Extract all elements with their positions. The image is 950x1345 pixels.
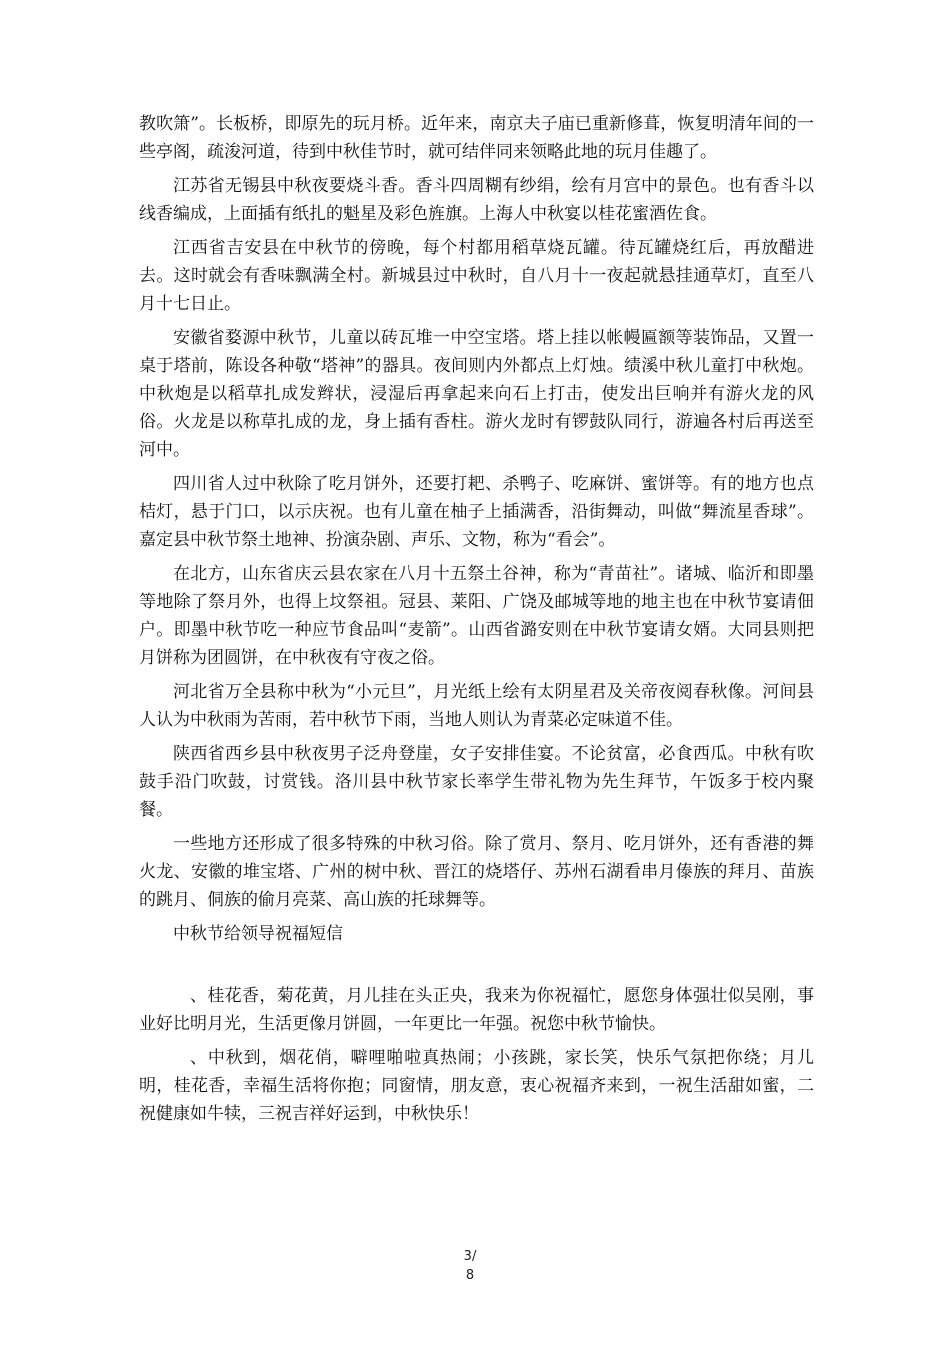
- blessing-message-1: 、桂花香，菊花黄，月儿挂在头正央，我来为你祝福忙，愿您身体强壮似吴刚，事业好比明月光，生活更像月饼圆，一年更比一年强。祝您中秋节愉快。: [139, 986, 814, 1034]
- paragraph-special-customs: 一些地方还形成了很多特殊的中秋习俗。除了赏月、祭月、吃月饼外，还有香港的舞火龙、安徽的堆宝塔、广州的树中秋、晋江的烧塔仔、苏州石湖看串月傣族的拜月、苗族的跳月、侗族的偷月亮菜、高山族的托球舞等。: [139, 834, 814, 910]
- paragraph-anhui: 安徽省婺源中秋节，儿童以砖瓦堆一中空宝塔。塔上挂以帐幔匾额等装饰品，又置一桌于塔前，陈设各种敬“塔神”的器具。夜间则内外都点上灯烛。绩溪中秋儿童打中秋炮。中秋炮是以稻草扎成发辫状，浸湿后再拿起来向石上打击，使发出巨响并有游火龙的风俗。火龙是以称草扎成的龙，身上插有香柱。游火龙时有锣鼓队同行，游遍各村后再送至河中。: [139, 328, 814, 460]
- paragraph-hebei: 河北省万全县称中秋为“小元旦”，月光纸上绘有太阴星君及关帝夜阅春秋像。河间县人认为中秋雨为苦雨，若中秋节下雨，当地人则认为青菜必定味道不佳。: [139, 682, 814, 730]
- paragraph-jiangxi: 江西省吉安县在中秋节的傍晚，每个村都用稻草烧瓦罐。待瓦罐烧红后，再放醋进去。这时就会有香味飘满全村。新城县过中秋时，自八月十一夜起就悬挂通草灯，直至八月十七日止。: [139, 238, 814, 314]
- paragraph-shaanxi: 陕西省西乡县中秋夜男子泛舟登崖，女子安排佳宴。不论贫富，必食西瓜。中秋有吹鼓手沿门吹鼓，讨赏钱。洛川县中秋节家长率学生带礼物为先生拜节，午饭多于校内聚餐。: [139, 744, 814, 820]
- page-number-current: 3/: [463, 1249, 477, 1264]
- blessing-message-2: 、中秋到，烟花俏，噼哩啪啦真热闹；小孩跳，家长笑，快乐气氛把你绕；月儿明，桂花香，幸福生活将你抱；同窗情，朋友意，衷心祝福齐来到，一祝生活甜如蜜，二祝健康如牛犊，三祝吉祥好运到，中秋快乐！: [139, 1048, 814, 1124]
- page-number: [440, 1247, 500, 1285]
- paragraph-sichuan: 四川省人过中秋除了吃月饼外，还要打耙、杀鸭子、吃麻饼、蜜饼等。有的地方也点桔灯，悬于门口，以示庆祝。也有儿童在柚子上插满香，沿街舞动，叫做“舞流星香球”。嘉定县中秋节祭土地神、扮演杂剧、声乐、文物，称为“看会”。: [139, 474, 814, 550]
- page-number-total: 8: [465, 1268, 475, 1283]
- blank-line: [139, 954, 814, 982]
- paragraph-north-shandong: 在北方，山东省庆云县农家在八月十五祭土谷神，称为“青苗社”。诸城、临沂和即墨等地除了祭月外，也得上坟祭祖。冠县、莱阳、广饶及邮城等地的地主也在中秋节宴请佃户。即墨中秋节吃一种应节食品叫“麦箭”。山西省潞安则在中秋节宴请女婿。大同县则把月饼称为团圆饼，在中秋夜有守夜之俗。: [139, 564, 814, 668]
- paragraph-jiangsu: 江苏省无锡县中秋夜要烧斗香。香斗四周糊有纱绢，绘有月宫中的景色。也有香斗以线香编成，上面插有纸扎的魁星及彩色旌旗。上海人中秋宴以桂花蜜酒佐食。: [139, 176, 814, 224]
- document-body: [139, 110, 814, 1134]
- section-title: 中秋节给领导祝福短信: [173, 924, 343, 944]
- paragraph-nanjing-continued: 教吹箫”。长板桥，即原先的玩月桥。近年来，南京夫子庙已重新修葺，恢复明清年间的一些亭阁，疏浚河道，待到中秋佳节时，就可结伴同来领略此地的玩月佳趣了。: [139, 114, 814, 162]
